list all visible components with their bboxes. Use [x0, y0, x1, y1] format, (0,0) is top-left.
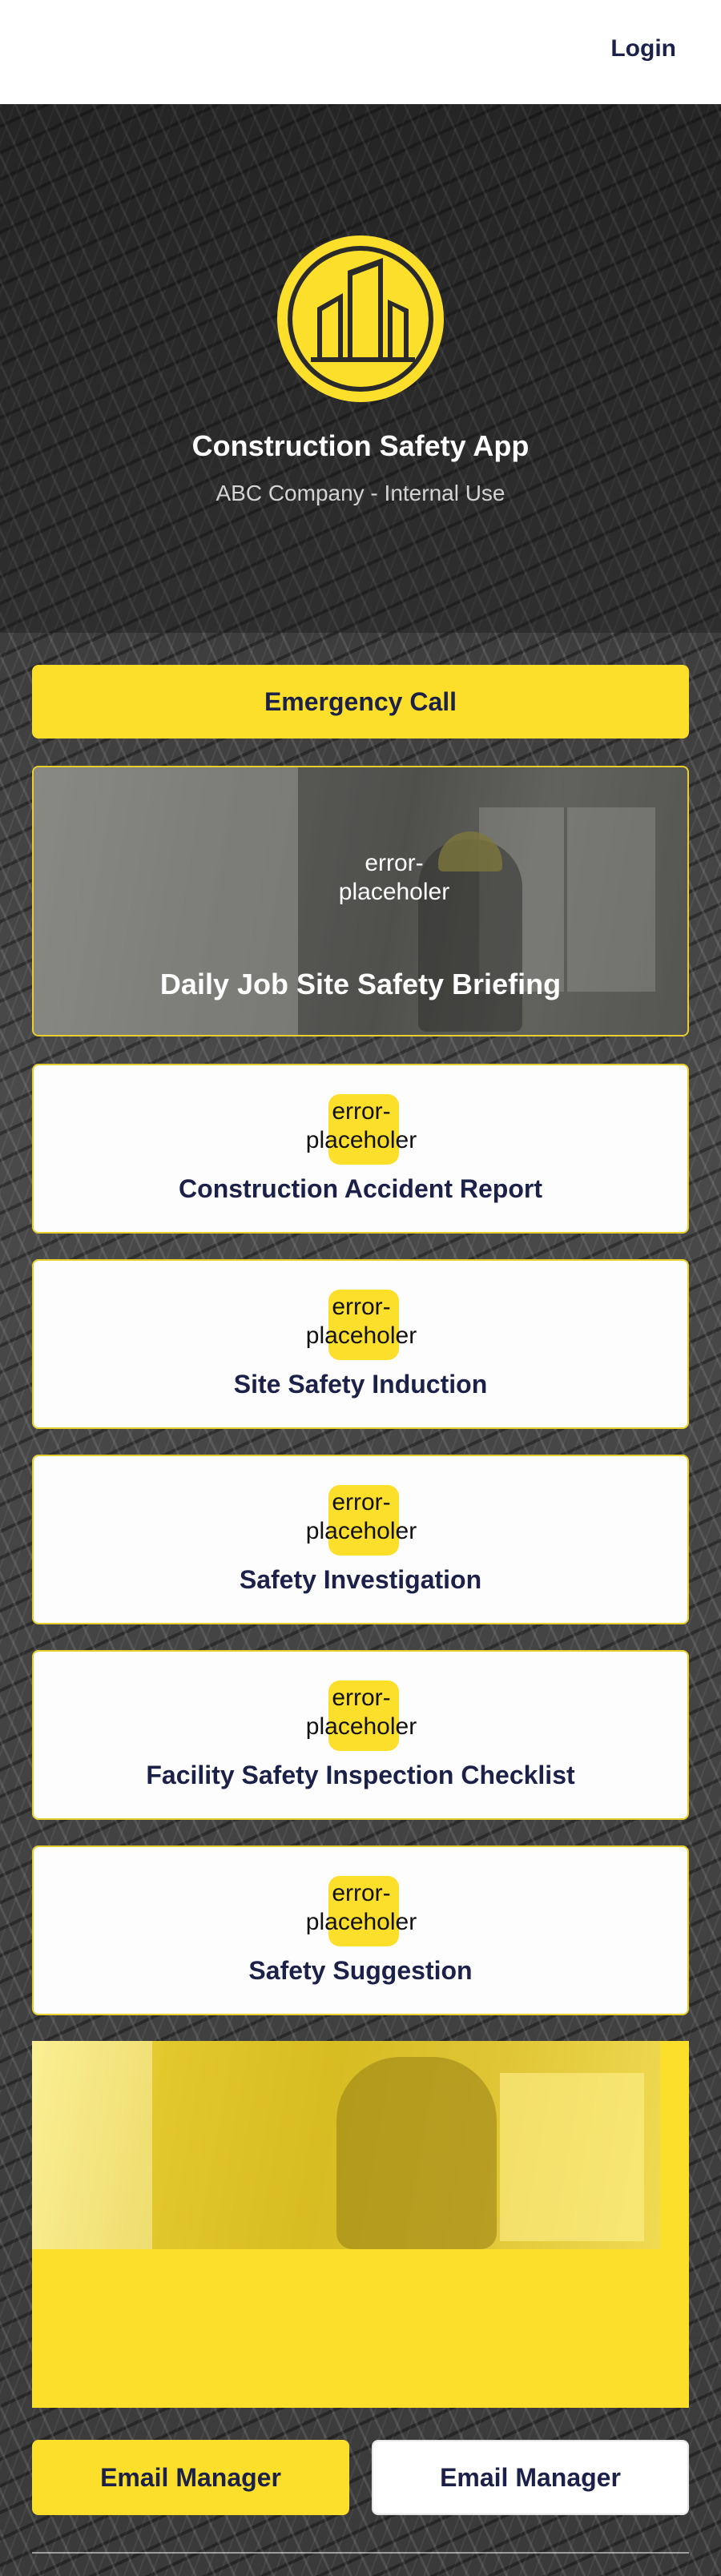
site-safety-induction-tile[interactable]: [32, 1259, 689, 1429]
accident-report-tile[interactable]: [32, 1064, 689, 1234]
daily-briefing-card[interactable]: [32, 766, 689, 1036]
photo-wall: [32, 2041, 152, 2249]
app-title: Construction Safety App: [191, 429, 530, 462]
email-manager-secondary-button[interactable]: Email Manager: [372, 2440, 689, 2515]
tile-label: Facility Safety Inspection Checklist: [146, 1761, 575, 1789]
tile-image-placeholder: [300, 1680, 423, 1745]
building-logo-icon: [271, 229, 450, 409]
app-subtitle: ABC Company - Internal Use: [215, 481, 506, 505]
tile-image-placeholder: [300, 1876, 423, 1940]
safety-suggestion-tile[interactable]: [32, 1845, 689, 2015]
tile-image-alt: error-placeholer: [305, 1880, 417, 1935]
bottom-divider: [32, 2552, 689, 2554]
worker-photo: [32, 2041, 676, 2249]
tile-image-alt: error-placeholer: [305, 1684, 417, 1740]
email-manager-button[interactable]: Email Manager: [32, 2440, 349, 2515]
tile-label: Construction Accident Report: [179, 1174, 542, 1203]
tile-label: Site Safety Induction: [233, 1370, 488, 1399]
emergency-call-button[interactable]: Emergency Call: [32, 665, 689, 739]
facility-inspection-tile[interactable]: [32, 1650, 689, 1820]
safety-investigation-tile[interactable]: [32, 1455, 689, 1624]
login-link[interactable]: Login: [610, 35, 676, 62]
briefing-image-placeholder: error-placeholer: [338, 850, 450, 905]
tile-image-alt: error-placeholer: [305, 1294, 417, 1349]
photo-worker: [336, 2057, 497, 2249]
tile-image-alt: error-placeholer: [305, 1098, 417, 1153]
tile-label: Safety Investigation: [239, 1565, 482, 1594]
tile-image-placeholder: [300, 1485, 423, 1549]
briefing-title: Daily Job Site Safety Briefing: [159, 968, 562, 1000]
top-bar: [0, 0, 721, 104]
photo-window: [500, 2073, 644, 2241]
tile-image-placeholder: [300, 1290, 423, 1354]
tile-label: Safety Suggestion: [248, 1956, 473, 1985]
photo-corner: [660, 2041, 676, 2249]
yellow-photo-banner: [32, 2041, 689, 2408]
tile-image-placeholder: [300, 1094, 423, 1158]
tile-image-alt: error-placeholer: [305, 1489, 417, 1544]
